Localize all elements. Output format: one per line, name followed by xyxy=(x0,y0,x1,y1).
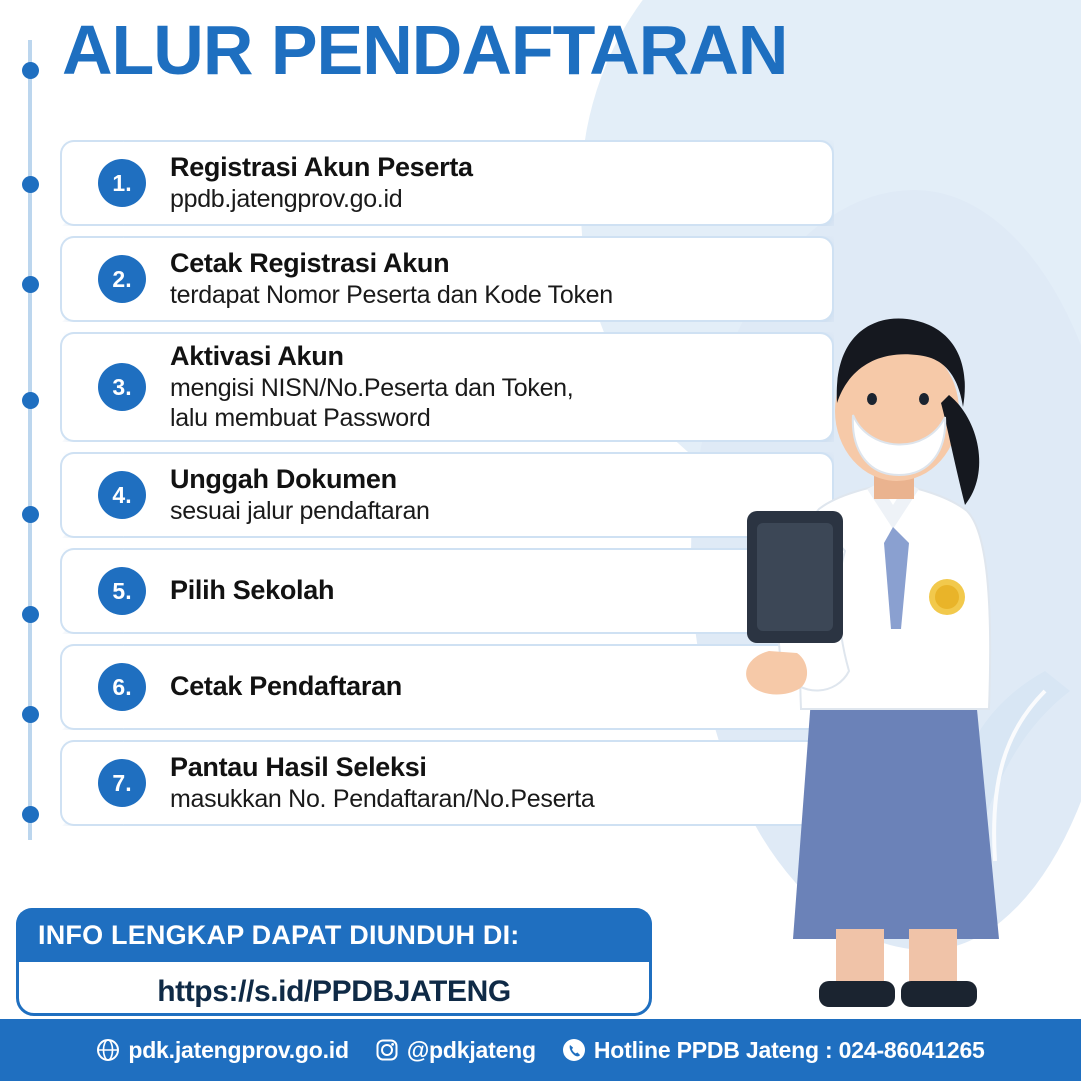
step-subtitle: mengisi NISN/No.Peserta dan Token, xyxy=(170,373,574,402)
step-texts xyxy=(170,248,613,310)
footer-hotline-label: Hotline PPDB Jateng : 024-86041265 xyxy=(593,1036,985,1063)
step-texts xyxy=(170,752,594,814)
step-title: Unggah Dokumen xyxy=(170,464,397,495)
step-number-badge: 2. xyxy=(98,255,146,303)
step-item[interactable] xyxy=(62,236,834,322)
step-subtitle-line2: lalu membuat Password xyxy=(170,403,431,432)
step-number-badge: 3. xyxy=(98,363,146,411)
globe-icon xyxy=(96,1038,120,1062)
step-number-badge: 7. xyxy=(98,759,146,807)
timeline-dot xyxy=(22,506,39,523)
step-title: Cetak Pendaftaran xyxy=(170,671,402,702)
info-heading: INFO LENGKAP DAPAT DIUNDUH DI: xyxy=(16,908,652,962)
timeline-dot xyxy=(22,62,39,79)
step-texts xyxy=(170,464,430,526)
timeline-dot xyxy=(22,806,39,823)
step-subtitle: sesuai jalur pendaftaran xyxy=(170,496,430,525)
info-link[interactable]: https://s.id/PPDBJATENG xyxy=(157,975,511,1008)
step-title: Cetak Registrasi Akun xyxy=(170,248,450,279)
step-item[interactable] xyxy=(62,452,834,538)
step-item[interactable] xyxy=(62,332,834,442)
timeline-dot xyxy=(22,176,39,193)
step-number-badge: 4. xyxy=(98,471,146,519)
step-subtitle: masukkan No. Pendaftaran/No.Peserta xyxy=(170,784,595,813)
step-item[interactable] xyxy=(62,140,834,226)
page-title: ALUR PENDAFTARAN xyxy=(62,11,788,89)
step-title: Pantau Hasil Seleksi xyxy=(170,752,427,783)
step-subtitle: terdapat Nomor Peserta dan Kode Token xyxy=(170,280,613,309)
info-box xyxy=(16,908,652,1016)
step-subtitle: ppdb.jatengprov.go.id xyxy=(170,184,403,213)
step-title: Registrasi Akun Peserta xyxy=(170,152,473,183)
steps-list xyxy=(62,140,834,836)
step-number-badge: 1. xyxy=(98,159,146,207)
step-item[interactable] xyxy=(62,548,834,634)
instagram-icon xyxy=(375,1038,399,1062)
step-item[interactable] xyxy=(62,644,834,730)
student-illustration xyxy=(741,299,1041,1019)
step-texts xyxy=(170,671,402,703)
footer-website[interactable] xyxy=(96,1037,348,1064)
footer-website-label: pdk.jatengprov.go.id xyxy=(128,1036,349,1063)
footer-bar xyxy=(0,1019,1081,1081)
footer-instagram[interactable] xyxy=(375,1037,536,1064)
timeline-dot xyxy=(22,706,39,723)
footer-hotline[interactable] xyxy=(562,1037,985,1064)
timeline-dot xyxy=(22,276,39,293)
step-texts xyxy=(170,152,473,214)
step-texts xyxy=(170,575,334,607)
step-texts xyxy=(170,341,573,433)
step-number-badge: 6. xyxy=(98,663,146,711)
step-number-badge: 5. xyxy=(98,567,146,615)
timeline-dot xyxy=(22,392,39,409)
step-item[interactable] xyxy=(62,740,834,826)
timeline-rail xyxy=(22,34,38,834)
footer-instagram-label: @pdkjateng xyxy=(406,1036,536,1063)
phone-icon xyxy=(562,1038,586,1062)
step-title: Pilih Sekolah xyxy=(170,575,335,606)
timeline-dot xyxy=(22,606,39,623)
step-title: Aktivasi Akun xyxy=(170,341,344,372)
